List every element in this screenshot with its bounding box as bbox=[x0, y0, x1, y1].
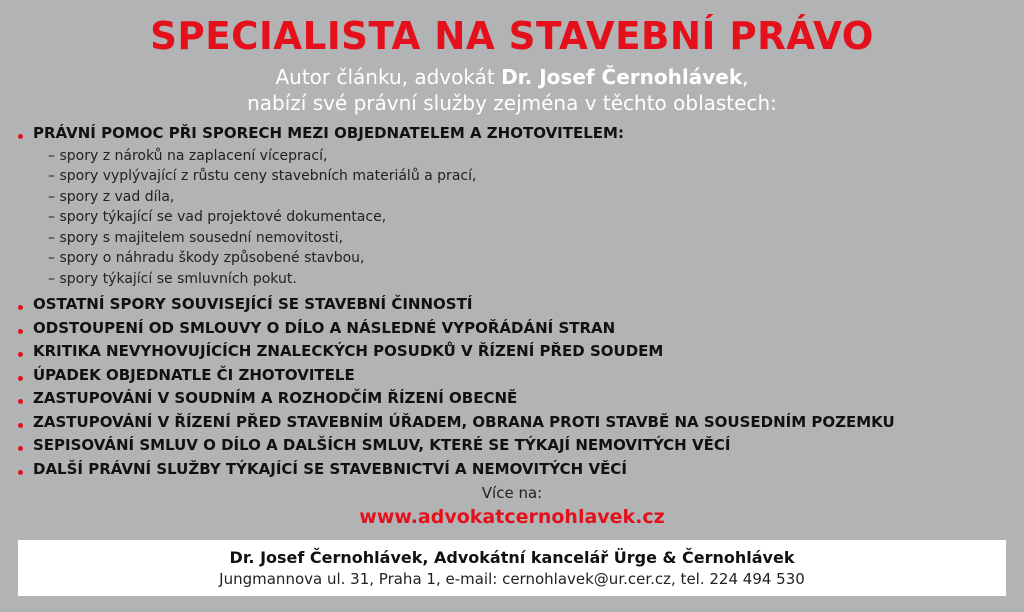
more-label: Více na: bbox=[481, 484, 543, 502]
service-item: SEPISOVÁNÍ SMLUV O DÍLO A DALŠÍCH SMLUV, KTERÉ SE TÝKAJÍ NEMOVITÝCH VĚCÍ bbox=[18, 434, 1008, 458]
ad-title: SPECIALISTA NA STAVEBNÍ PRÁVO bbox=[150, 14, 874, 58]
dispute-item: – spory z nároků na zaplacení víceprací, bbox=[48, 147, 328, 164]
intro-suffix: , bbox=[742, 65, 749, 89]
intro-text bbox=[0, 64, 1024, 116]
dispute-item: – spory vyplývající z růstu ceny stavebních materiálů a prací, bbox=[48, 168, 477, 184]
service-item: OSTATNÍ SPORY SOUVISEJÍCÍ SE STAVEBNÍ ČINNOSTÍ bbox=[18, 293, 1008, 317]
service-item: DALŠÍ PRÁVNÍ SLUŽBY TÝKAJÍCÍ SE STAVEBNICTVÍ A NEMOVITÝCH VĚCÍ bbox=[18, 458, 1008, 482]
intro-author: Dr. Josef Černohlávek bbox=[501, 65, 743, 89]
dispute-item: – spory týkající se vad projektové dokumentace, bbox=[48, 209, 387, 225]
services-list bbox=[18, 122, 1008, 481]
dispute-item: – spory z vad díla, bbox=[48, 188, 175, 205]
dispute-item: – spory s majitelem sousední nemovitosti, bbox=[48, 229, 343, 246]
contact-details: Jungmannova ul. 31, Praha 1, e-mail: cernohlavek@ur.cer.cz, tel. 224 494 530 bbox=[219, 570, 805, 588]
intro-line-1 bbox=[0, 64, 1024, 90]
contact-box bbox=[18, 540, 1006, 596]
service-label: PRÁVNÍ POMOC PŘI SPORECH MEZI OBJEDNATELEM A ZHOTOVITELEM: bbox=[33, 124, 624, 142]
service-item: ZASTUPOVÁNÍ V SOUDNÍM A ROZHODČÍM ŘÍZENÍ OBECNĚ bbox=[18, 387, 1008, 411]
service-item: ÚPADEK OBJEDNATLE ČI ZHOTOVITELE bbox=[18, 364, 1008, 388]
website-link[interactable]: www.advokatcernohlavek.cz bbox=[359, 506, 665, 528]
dispute-item: – spory týkající se smluvních pokut. bbox=[48, 270, 297, 287]
service-item: KRITIKA NEVYHOVUJÍCÍCH ZNALECKÝCH POSUDKŮ V ŘÍZENÍ PŘED SOUDEM bbox=[18, 340, 1008, 364]
dispute-item: – spory o náhradu škody způsobené stavbou, bbox=[48, 250, 365, 266]
firm-name: Dr. Josef Černohlávek, Advokátní kancelář Ürge & Černohlávek bbox=[229, 548, 795, 567]
dispute-sublist bbox=[33, 146, 1008, 290]
intro-prefix: Autor článku, advokát bbox=[275, 65, 502, 89]
intro-line-2: nabízí své právní služby zejména v těchto oblastech: bbox=[247, 91, 777, 115]
service-item bbox=[18, 122, 1008, 289]
service-item: ZASTUPOVÁNÍ V ŘÍZENÍ PŘED STAVEBNÍM ÚŘADEM, OBRANA PROTI STAVBĚ NA SOUSEDNÍM POZEMKU bbox=[18, 411, 1008, 435]
service-item: ODSTOUPENÍ OD SMLOUVY O DÍLO A NÁSLEDNÉ VYPOŘÁDÁNÍ STRAN bbox=[18, 317, 1008, 341]
